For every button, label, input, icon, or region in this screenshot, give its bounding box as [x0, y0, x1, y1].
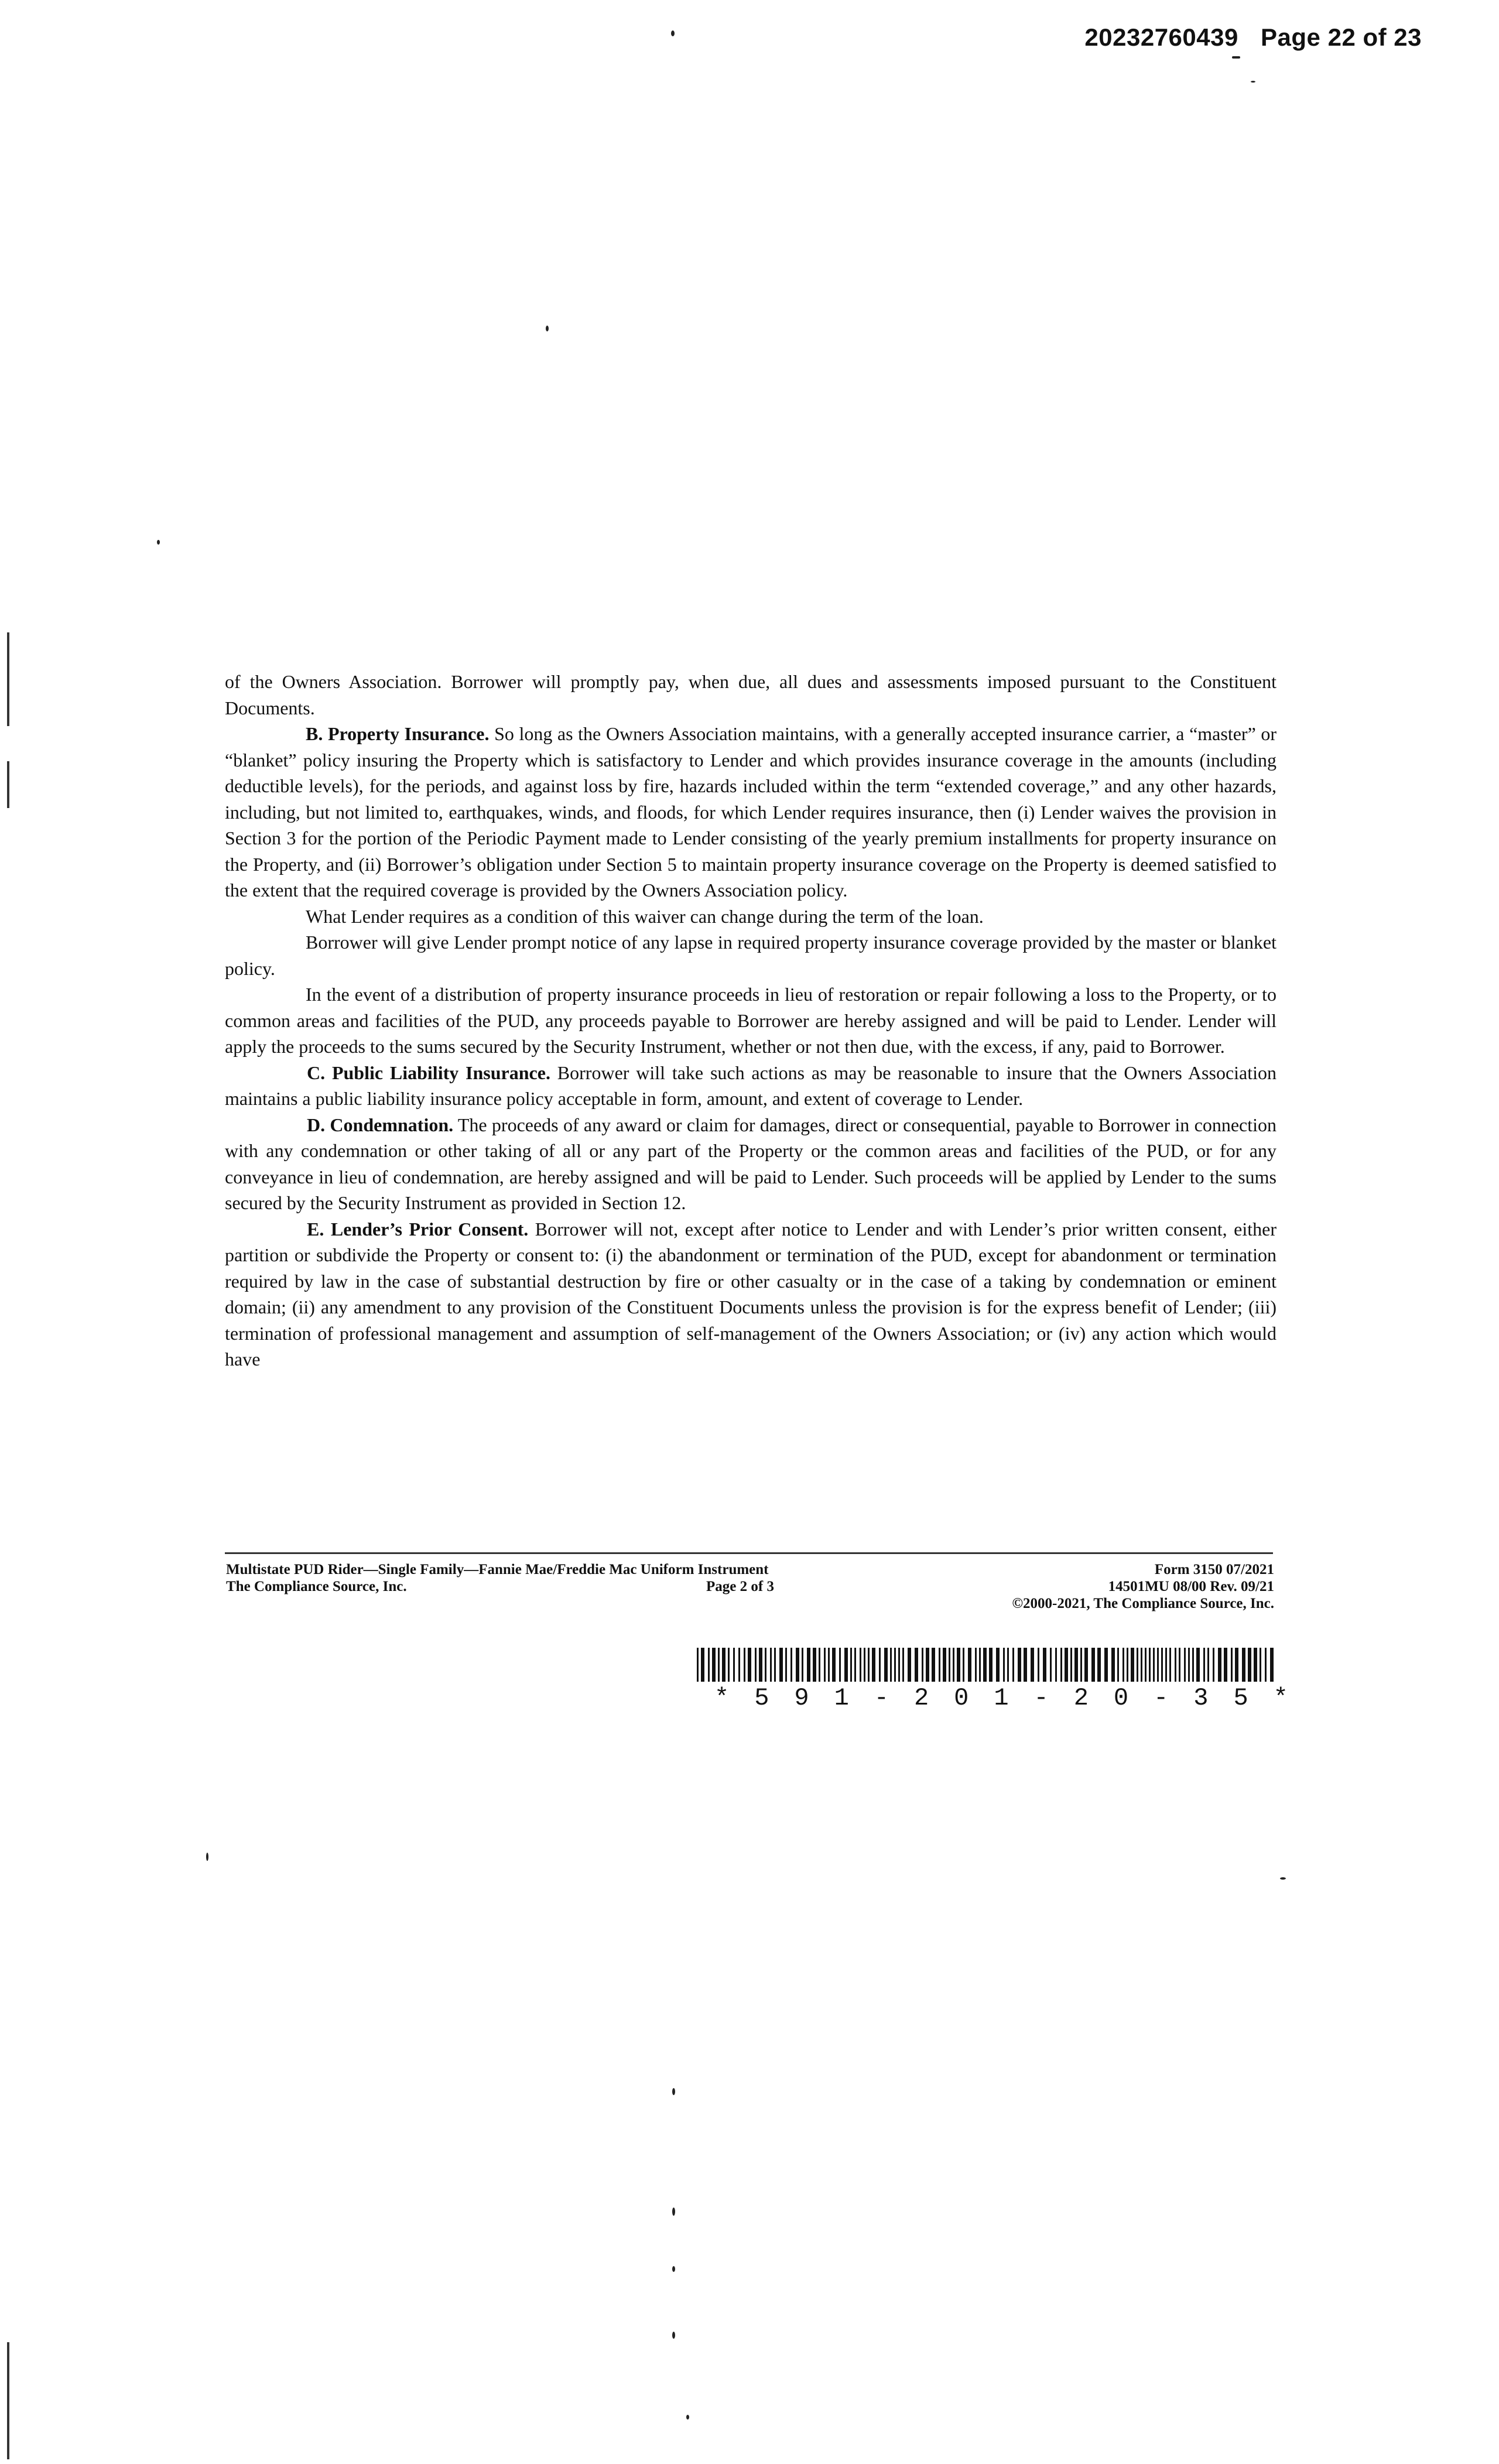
barcode-bar [770, 1648, 772, 1682]
barcode-bar [975, 1648, 977, 1682]
barcode-bar [1224, 1648, 1227, 1682]
section-c-text: Borrower will take such actions as may be reasonable to insure that the Owners Association maintains a public liability insurance policy acceptable in form, amount, and extent of coverage to Lender. [225, 1062, 1277, 1109]
section-e-label: E. [307, 1218, 324, 1240]
barcode-bar [1117, 1648, 1119, 1682]
barcode-bar [1165, 1648, 1167, 1682]
barcode-bar [1235, 1648, 1238, 1682]
barcode-char: - [874, 1684, 889, 1712]
barcode-bar [963, 1648, 964, 1682]
barcode-bar [774, 1648, 776, 1682]
barcode-bar [1060, 1648, 1062, 1682]
scan-speck [546, 326, 549, 331]
footer-rule [225, 1552, 1273, 1554]
barcode-bar [824, 1648, 826, 1682]
barcode-char: 3 [1193, 1684, 1209, 1712]
barcode-bar [1122, 1648, 1124, 1682]
barcode-bar [922, 1648, 923, 1682]
barcode-bar [879, 1648, 881, 1682]
barcode-bar [1265, 1648, 1267, 1682]
form-footer [226, 1561, 1274, 1612]
barcode-char: 0 [954, 1684, 969, 1712]
barcode-bar [1091, 1648, 1095, 1682]
barcode-bar [1055, 1648, 1057, 1682]
barcode-bar [1242, 1648, 1245, 1682]
barcode-bar [1179, 1648, 1180, 1682]
scan-speck [206, 1853, 208, 1861]
barcode-char: 1 [834, 1684, 849, 1712]
barcode-bar [860, 1648, 861, 1682]
barcode-bar [718, 1648, 720, 1682]
barcode-bar [915, 1648, 918, 1682]
barcode-bar [722, 1648, 725, 1682]
barcode-bar [1031, 1648, 1034, 1682]
barcode [696, 1648, 1281, 1683]
barcode-bar [1270, 1648, 1274, 1682]
scan-speck [157, 540, 160, 545]
barcode-bar [1050, 1648, 1052, 1682]
paragraph-lapse-notice: Borrower will give Lender prompt notice of any lapse in required property insurance coverage provided by the master or blanket policy. [225, 932, 1276, 979]
section-d-label: D. [307, 1114, 326, 1135]
footer-revision: 14501MU 08/00 Rev. 09/21 [1108, 1579, 1274, 1594]
barcode-bar [779, 1648, 783, 1682]
barcode-char: 9 [794, 1684, 809, 1712]
barcode-bar [1127, 1648, 1128, 1682]
section-d-text: The proceeds of any award or claim for damages, direct or consequential, payable to Borrower in connection with any condemnation or other taking of all or any part of the Property or the common areas and facilities of the PUD, or for any conveyance in lieu of condemnation, are hereby assigned and will be paid to Lender. Such proceeds will be applied by Lender to the sums secured by the Security Instrument as provided in Section 12. [225, 1114, 1277, 1213]
scan-edge-line [7, 632, 9, 726]
barcode-bar [939, 1648, 940, 1682]
barcode-bar [765, 1648, 766, 1682]
barcode-bar [701, 1648, 704, 1682]
barcode-char: - [1154, 1684, 1169, 1712]
document-number: 20232760439 [1084, 23, 1238, 51]
barcode-bar [1196, 1648, 1200, 1682]
barcode-bar [908, 1648, 911, 1682]
section-d-condemnation [225, 1112, 1276, 1216]
barcode-bar [819, 1648, 820, 1682]
barcode-bar [1097, 1648, 1101, 1682]
section-c-public-liability [225, 1060, 1276, 1112]
barcode-bar [755, 1648, 757, 1682]
barcode-bar [1184, 1648, 1186, 1682]
barcode-bar [1104, 1648, 1108, 1682]
barcode-bar [802, 1648, 803, 1682]
barcode-bar [1131, 1648, 1134, 1682]
footer-copyright: ©2000-2021, The Compliance Source, Inc. [1012, 1596, 1274, 1611]
barcode-bar [1003, 1648, 1005, 1682]
barcode-bar [1080, 1648, 1082, 1682]
footer-page-of: Page 2 of 3 [706, 1579, 774, 1594]
footer-form-number: Form 3150 07/2021 [1154, 1562, 1274, 1577]
barcode-bar [796, 1648, 799, 1682]
barcode-bar [989, 1648, 993, 1682]
barcode-bar [1141, 1648, 1142, 1682]
barcode-bar [1248, 1648, 1251, 1682]
barcode-bar [884, 1648, 888, 1682]
barcode-bar [1074, 1648, 1078, 1682]
barcode-bar [1231, 1648, 1233, 1682]
barcode-bar [983, 1648, 987, 1682]
barcode-bar [1043, 1648, 1046, 1682]
section-e-prior-consent [225, 1216, 1276, 1373]
section-b-text: So long as the Owners Association maintains, with a generally accepted insurance carrier, a “master” or “blanket” policy insuring the Property which is satisfactory to Lender and which provides insurance coverage in the amounts (including deductible levels), for the periods, and against loss by fire, hazards included within the term “extended coverage,” and any other hazards, including, but not limited to, earthquakes, winds, and floods, for which Lender requires insurance, then (i) Lender waives the provision in Section 3 for the portion of the Periodic Payment made to Lender consisting of the yearly premium installments for property insurance on the Property, and (ii) Borrower’s obligation under Section 5 to maintain property insurance coverage on the Property is deemed satisfied to the extent that the required coverage is provided by the Owners Association policy. [225, 723, 1277, 901]
scan-speck [672, 2208, 675, 2216]
barcode-bar [697, 1648, 699, 1682]
barcode-bar [890, 1648, 892, 1682]
barcode-bar [1137, 1648, 1138, 1682]
barcode-bar [894, 1648, 896, 1682]
barcode-bar [957, 1648, 960, 1682]
barcode-bar [832, 1648, 836, 1682]
barcode-bar [1145, 1648, 1147, 1682]
barcode-bar [902, 1648, 904, 1682]
document-header [1084, 23, 1422, 52]
barcode-bar [759, 1648, 762, 1682]
barcode-bar [1012, 1648, 1014, 1682]
section-b-title: Property Insurance. [327, 723, 490, 744]
barcode-bar [1203, 1648, 1205, 1682]
barcode-bar [744, 1648, 745, 1682]
barcode-bar [738, 1648, 740, 1682]
section-b-property-insurance [225, 721, 1276, 904]
barcode-bar [728, 1648, 730, 1682]
barcode-bar [1192, 1648, 1194, 1682]
barcode-bar [1084, 1648, 1088, 1682]
barcode-bar [979, 1648, 981, 1682]
barcode-bar [1153, 1648, 1155, 1682]
paragraph-owners-association: of the Owners Association. Borrower will promptly pay, when due, all dues and assessments imposed pursuant to the Constituent Documents. [225, 671, 1276, 718]
barcode-bar [949, 1648, 950, 1682]
barcode-bar [1260, 1648, 1261, 1682]
barcode-bar [844, 1648, 848, 1682]
page-label: Page 22 of 23 [1261, 23, 1422, 51]
scan-speck [1280, 1877, 1286, 1880]
paragraph-waiver-condition: What Lender requires as a condition of this waiver can change during the term of the loan. [306, 905, 984, 927]
scan-edge-line [7, 761, 9, 808]
barcode-char: 2 [1073, 1684, 1089, 1712]
barcode-bar [790, 1648, 792, 1682]
barcode-bar [850, 1648, 852, 1682]
section-c-label: C. [307, 1062, 326, 1083]
barcode-bar [1007, 1648, 1009, 1682]
barcode-bar [839, 1648, 841, 1682]
scan-speck [686, 2415, 689, 2419]
barcode-human-readable [714, 1684, 1288, 1712]
paragraph-insurance-proceeds: In the event of a distribution of property insurance proceeds in lieu of restoration or repair following a loss to the Property, or to common areas and facilities of the PUD, any proceeds payable to Borrower are hereby assigned and will be paid to Lender. Lender will apply the proceeds to the sums secured by the Security Instrument, whether or not then due, with the excess, if any, paid to Borrower. [225, 984, 1276, 1057]
barcode-bar [712, 1648, 716, 1682]
section-e-text: Borrower will not, except after notice to Lender and with Lender’s prior written consent, either partition or subdivide the Property or consent to: (i) the abandonment or termination of the PUD, except for abandonment or termination required by law in the case of substantial destruction by fire or other casualty or in the case of a taking by condemnation or eminent domain; (ii) any amendment to any provision of the Constituent Documents unless the provision is for the express benefit of Lender; (iii) termination of professional management and assumption of self-management of the Owners Association; or (iv) any action which would have [225, 1218, 1276, 1370]
barcode-bar [1161, 1648, 1163, 1682]
barcode-bar [828, 1648, 830, 1682]
barcode-bar [854, 1648, 856, 1682]
scan-speck [1232, 56, 1240, 59]
scan-speck [1251, 81, 1255, 83]
barcode-bar [1024, 1648, 1027, 1682]
section-b-label: B. [306, 723, 323, 744]
barcode-bar [1207, 1648, 1209, 1682]
section-c-title: Public Liability Insurance. [331, 1062, 550, 1083]
section-e-title: Lender’s Prior Consent. [330, 1218, 529, 1240]
barcode-char: * [714, 1684, 730, 1712]
barcode-bar [898, 1648, 900, 1682]
barcode-char: 2 [913, 1684, 929, 1712]
barcode-bar [996, 1648, 1000, 1682]
barcode-bar [1149, 1648, 1151, 1682]
barcode-char: * [1273, 1684, 1288, 1712]
barcode-bar [1065, 1648, 1068, 1682]
section-d-title: Condemnation. [330, 1114, 454, 1135]
barcode-bar [943, 1648, 946, 1682]
barcode-bar [785, 1648, 787, 1682]
barcode-bar [807, 1648, 810, 1682]
scan-speck [672, 2332, 675, 2339]
scan-speck [671, 30, 675, 36]
barcode-bar [1070, 1648, 1072, 1682]
barcode-bar [868, 1648, 870, 1682]
barcode-char: 5 [1233, 1684, 1248, 1712]
barcode-bar [1254, 1648, 1257, 1682]
scan-speck [672, 2266, 675, 2272]
barcode-bar [1038, 1648, 1039, 1682]
barcode-bar [708, 1648, 710, 1682]
barcode-bar [872, 1648, 875, 1682]
document-body [225, 669, 1276, 1373]
barcode-bar [733, 1648, 735, 1682]
barcode-bar [748, 1648, 751, 1682]
barcode-bar [1188, 1648, 1190, 1682]
scan-edge-line [7, 2342, 9, 2459]
barcode-bar [932, 1648, 935, 1682]
barcode-bar [864, 1648, 865, 1682]
barcode-char: 1 [994, 1684, 1009, 1712]
barcode-bar [1175, 1648, 1176, 1682]
footer-form-title: Multistate PUD Rider—Single Family—Fannie Mae/Freddie Mac Uniform Instrument [226, 1562, 769, 1577]
barcode-bar [926, 1648, 929, 1682]
barcode-bar [953, 1648, 954, 1682]
barcode-bar [813, 1648, 816, 1682]
footer-publisher: The Compliance Source, Inc. [226, 1579, 407, 1594]
barcode-char: 0 [1113, 1684, 1129, 1712]
barcode-bar [1111, 1648, 1115, 1682]
scan-speck [672, 2088, 675, 2095]
barcode-char: 5 [754, 1684, 769, 1712]
barcode-bar [1218, 1648, 1221, 1682]
barcode-bar [1169, 1648, 1171, 1682]
barcode-bar [1213, 1648, 1214, 1682]
barcode-bar [968, 1648, 971, 1682]
barcode-bar [1018, 1648, 1021, 1682]
barcode-bar [1157, 1648, 1159, 1682]
barcode-char: - [1033, 1684, 1049, 1712]
